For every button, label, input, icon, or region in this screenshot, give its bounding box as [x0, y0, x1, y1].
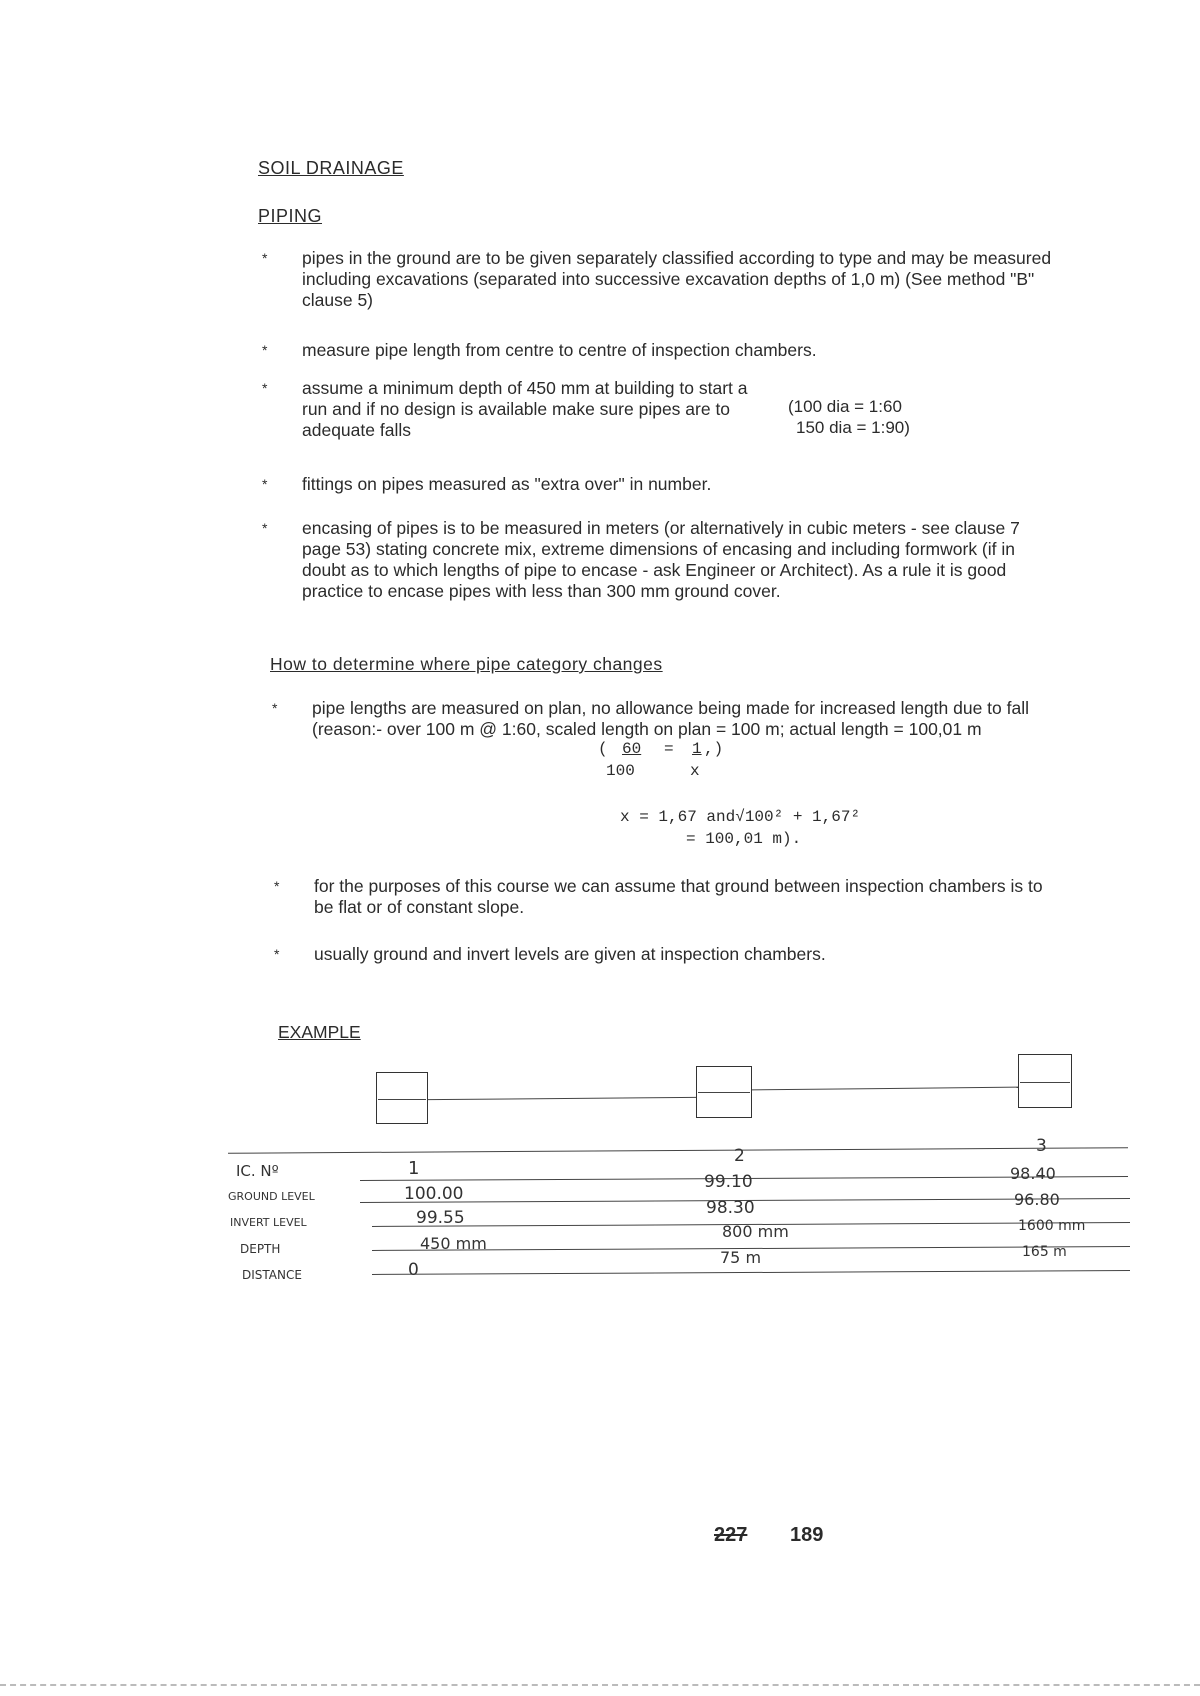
bullet-text: measure pipe length from centre to centre of inspection chambers. — [302, 340, 817, 360]
table-cell: 1600 mm — [1018, 1218, 1086, 1234]
bullet-star: * — [262, 476, 268, 492]
section-heading-piping: PIPING — [258, 206, 323, 226]
fraction-numerator-2: 1 — [692, 740, 702, 758]
inspection-chamber-3 — [1018, 1054, 1072, 1108]
list-item — [262, 474, 1062, 498]
row-label-ic-no: IC. Nº — [236, 1162, 279, 1180]
bullet-star: * — [272, 700, 278, 716]
fraction-numerator-1: 60 — [622, 740, 642, 758]
list-item — [262, 518, 1062, 628]
formula-line-2: = 100,01 m). — [686, 830, 802, 848]
bullet-star: * — [262, 342, 268, 358]
list-item — [262, 340, 1062, 364]
table-cell: 800 mm — [722, 1222, 789, 1241]
bullet-text: encasing of pipes is to be measured in meters (or alternatively in cubic meters - see clause 7 page 53) stating concrete mix, extreme dimensions of encasing and including formwork (if in doubt as to which lengths of pipe to encase - ask Engineer or Architect). As a rule it is good practice to encase pipes with less than 300 mm ground cover. — [302, 518, 1020, 601]
row-label-depth: DEPTH — [240, 1242, 281, 1256]
bullet-text: usually ground and invert levels are given at inspection chambers. — [314, 944, 826, 964]
bullet-star: * — [262, 250, 268, 266]
bullet-text: pipes in the ground are to be given separately classified according to type and may be measured including excavations (separated into successive excavation depths of 1,0 m) (See method "B" clause 5) — [302, 248, 1052, 310]
chamber-2-centerline — [698, 1092, 750, 1093]
bullet-star: * — [262, 380, 268, 396]
row-label-distance: DISTANCE — [242, 1268, 302, 1282]
chamber-3-centerline — [1020, 1082, 1070, 1083]
falls-line-2: 150 dia = 1:90) — [796, 418, 910, 437]
bullet-text: assume a minimum depth of 450 mm at building to start a run and if no design is available make sure pipes are to adequate falls — [302, 378, 748, 440]
table-cell: 0 — [408, 1260, 419, 1280]
page-title: SOIL DRAINAGE — [258, 158, 404, 178]
bullet-star: * — [262, 520, 268, 536]
fraction-equals: = — [664, 740, 674, 758]
fraction-open: ( — [598, 740, 608, 758]
list-item — [274, 876, 1074, 920]
fraction-denominator-1: 100 — [606, 762, 635, 780]
page-number: 189 — [790, 1524, 824, 1546]
table-cell: 99.55 — [416, 1208, 465, 1228]
table-cell: 98.30 — [706, 1198, 755, 1218]
list-item — [274, 944, 1074, 968]
bullet-text: pipe lengths are measured on plan, no allowance being made for increased length due to fall (reason:- over 100 m @ 1:60, scaled length on plan = 100 m; actual length = 100,01 m — [312, 698, 1030, 739]
row-label-ground-level: GROUND LEVEL — [228, 1190, 315, 1203]
bullet-star: * — [274, 878, 280, 894]
row-label-invert-level: INVERT LEVEL — [230, 1216, 307, 1229]
fraction-formula — [598, 740, 748, 784]
pipe-line-1-2 — [428, 1097, 696, 1100]
table-cell: 100.00 — [404, 1184, 464, 1204]
table-cell: 3 — [1036, 1136, 1047, 1156]
table-cell: 2 — [734, 1146, 745, 1166]
table-cell: 165 m — [1022, 1244, 1067, 1260]
fraction-close: ,) — [704, 740, 724, 758]
table-rule — [228, 1147, 1128, 1153]
falls-line-1: (100 dia = 1:60 — [788, 397, 902, 416]
section-heading-category: How to determine where pipe category changes — [270, 654, 663, 674]
table-cell: 75 m — [720, 1248, 762, 1267]
fraction-denominator-2: x — [690, 762, 700, 780]
inspection-chamber-1 — [376, 1072, 428, 1124]
table-rule — [372, 1270, 1130, 1275]
falls-note — [788, 396, 910, 438]
table-cell: 98.40 — [1010, 1164, 1056, 1183]
chamber-1-centerline — [378, 1099, 426, 1100]
formula-line-1: x = 1,67 and√100² + 1,67² — [620, 808, 861, 826]
table-cell: 96.80 — [1014, 1190, 1060, 1209]
old-page-number: 227 — [714, 1524, 748, 1546]
scan-edge-border — [0, 1684, 1200, 1686]
list-item — [262, 248, 1062, 314]
table-cell: 1 — [408, 1158, 420, 1179]
bullet-star: * — [274, 946, 280, 962]
bullet-text: for the purposes of this course we can assume that ground between inspection chambers is to be flat or of constant slope. — [314, 876, 1043, 917]
bullet-text: fittings on pipes measured as "extra over" in number. — [302, 474, 712, 494]
table-cell: 99.10 — [704, 1172, 753, 1192]
pipe-line-2-3 — [752, 1087, 1018, 1091]
table-cell: 450 mm — [420, 1234, 487, 1253]
example-heading: EXAMPLE — [278, 1022, 361, 1042]
